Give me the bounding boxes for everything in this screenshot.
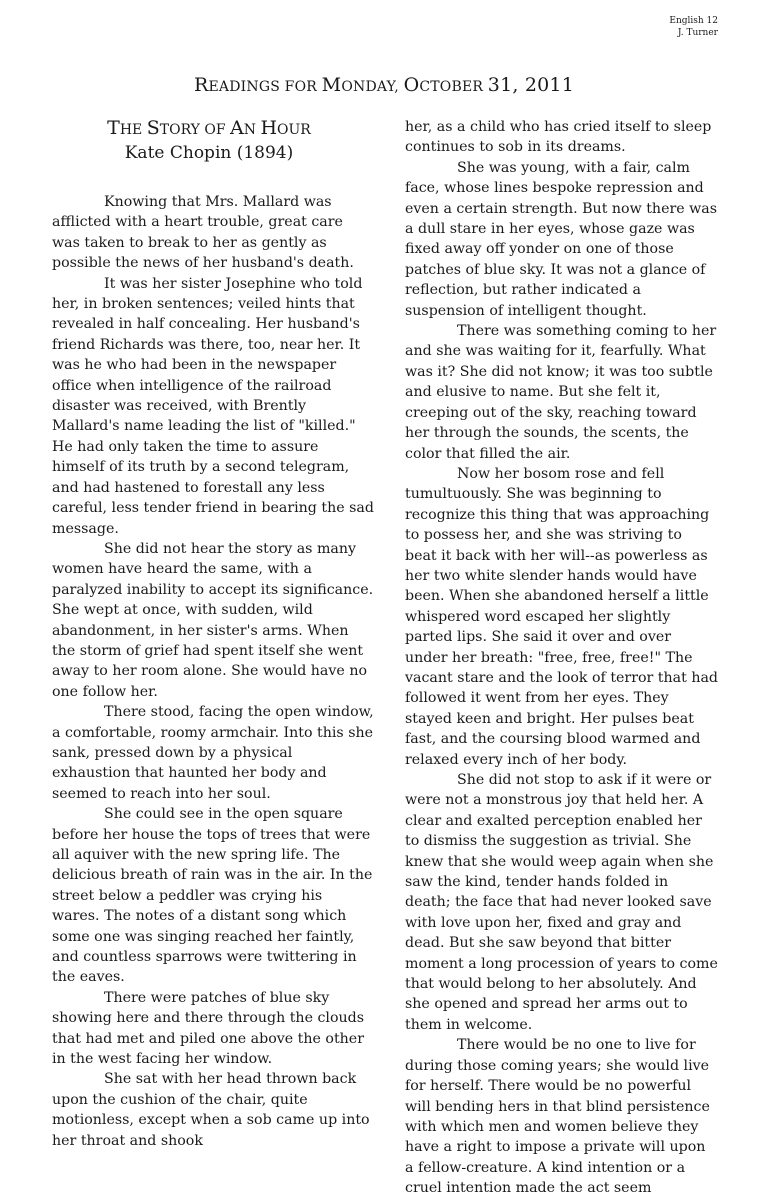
paragraph-3: She did not hear the story as many women have heard the same, with a paralyzed inability to accept its significance. She wept at once, with sudden, wild abandonment, in her sister's arms. When the storm of grief had spent itself she went away to her room alone. She would have no one follow her. [52,540,374,700]
title-o: O [403,74,420,96]
story-title-s: S [146,117,160,139]
story-title-a: A [230,117,244,139]
paragraph-8: She was young, with a fair, calm face, whose lines bespoke repression and even a certain strength. But now there was a dull stare in her eyes, whose gaze was fixed away off yonder on one of those patches of blue sky. It was not a glance of reflection, but rather indicated a suspension of intelligent thought. [405,159,718,319]
title-m: M [321,74,342,96]
paragraph-12: There would be no one to live for during those coming years; she would live for herself. There would be no powerful will bending hers in that blind persistence with which men and women believe they have a right to impose a private will upon a fellow-creature. A kind intention or a cruel intention made the act seem [405,1037,710,1197]
paragraph-6: There were patches of blue sky showing here and there through the clouds that had met and piled one above the other in the west facing her window. [52,989,365,1068]
title-ctober: CTOBER [419,79,488,95]
teacher-label: J. Turner [677,28,718,38]
title-date: 31, 2011 [487,74,574,96]
story-title-he: HE [119,122,147,138]
story-title-h: H [260,117,278,139]
paragraph-10: Now her bosom rose and fell tumultuously. She was beginning to recognize this thing that was approaching to possess her, and she was striving to beat it back with her will--as powerless as her two white slender hands would have been. When she abandoned herself a little whispered word escaped her slightly parted lips. She said it over and over under her breath: "free, free, free!" The vacant stare and the look of terror that had followed it went from her eyes. They stayed keen and bright. Her pulses beat fast, and the coursing blood warmed and relaxed every inch of her body. [405,465,718,768]
paragraph-7-continued: her, as a child who has cried itself to sleep continues to sob in its dreams. [405,119,712,156]
title-onday: ONDAY, [341,79,404,95]
title-r: R [194,74,209,96]
paragraph-9: There was something coming to her and she was waiting for it, fearfully. What was it? She did not know; it was too subtle and elusive to name. But she felt it, creeping out of the sky, reaching toward her through the sounds, the scents, the color that filled the air. [405,323,717,462]
page-title [0,74,768,96]
paragraph-4: There stood, facing the open window, a comfortable, roomy armchair. Into this she sank, pressed down by a physical exhaustion that haunted her body and seemed to reach into her soul. [52,704,374,802]
paragraph-1: Knowing that Mrs. Mallard was afflicted with a heart trouble, great care was taken to break to her as gently as possible the news of her husband's death. [52,194,354,272]
course-label: English 12 [669,16,718,26]
story-author: Kate Chopin (1894) [124,143,294,163]
paragraph-2: It was her sister Josephine who told her, in broken sentences; veiled hints that revealed in half concealing. Her husband's friend Richards was there, too, near her. It was he who had been in the newspaper office when intelligence of the railroad disaster was received, with Brently Mallard's name leading the list of "killed." He had only taken the time to assure himself of its truth by a second telegram, and had hastened to forestall any less careful, less tender friend in bearing the sad message. [52,275,374,537]
paragraph-11: She did not stop to ask if it were or were not a monstrous joy that held her. A clear and exalted perception enabled her to dismiss the suggestion as trivial. She knew that she would weep again when she saw the kind, tender hands folded in death; the face that had never looked save with love upon her, fixed and gray and dead. But she saw beyond that bitter moment a long procession of years to come that would belong to her absolutely. And she opened and spread her arms out to them in welcome. [405,772,718,1033]
title-eadings: EADINGS FOR [208,79,322,95]
paragraph-7: She sat with her head thrown back upon the cushion of the chair, quite motionless, except when a sob came up into her throat and shook [52,1071,370,1149]
page-header [669,15,718,39]
paragraph-5: She could see in the open square before her house the tops of trees that were all aquiver with the new spring life. The delicious breath of rain was in the air. In the street below a peddler was crying his wares. The notes of a distant song which some one was singing reached her faintly, and countless sparrows were twittering in the eaves. [52,806,373,986]
story-title-t: T [107,117,120,139]
story-title [44,116,374,142]
left-column [52,116,374,1151]
story-title-our: OUR [277,122,311,138]
story-title-tory: TORY OF [159,122,231,138]
story-title-n: N [243,122,261,138]
right-column [405,117,718,1199]
